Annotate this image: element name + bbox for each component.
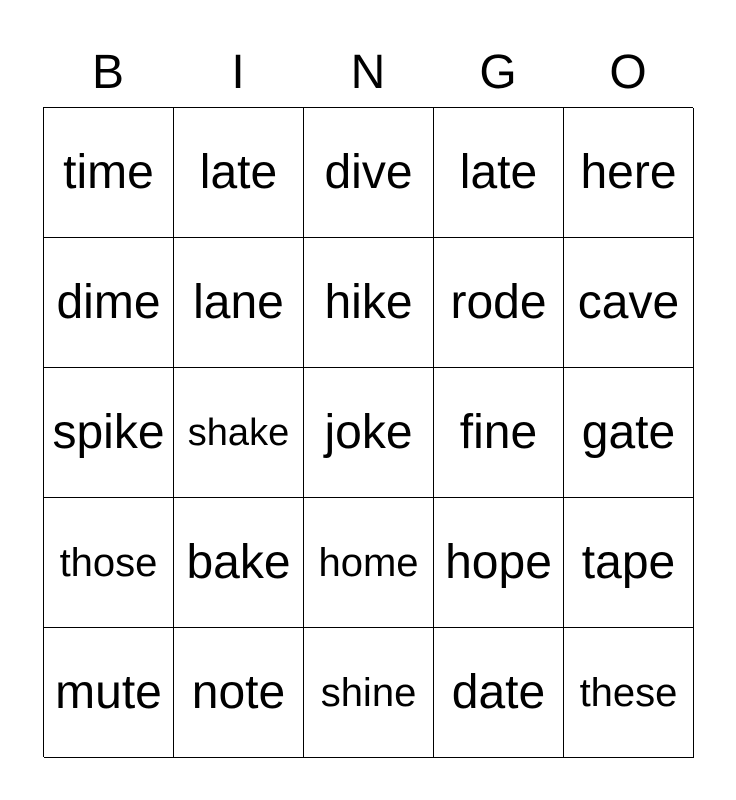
bingo-cell[interactable]: fine (434, 368, 564, 498)
bingo-cell[interactable]: mute (44, 628, 174, 758)
header-letter-i: I (231, 46, 245, 99)
bingo-cell[interactable]: shine (304, 628, 434, 758)
bingo-cell[interactable]: note (174, 628, 304, 758)
header-letter-o: O (609, 46, 647, 99)
bingo-cell[interactable]: shake (174, 368, 304, 498)
header-letter-b: B (91, 46, 124, 99)
bingo-cell[interactable]: dive (304, 108, 434, 238)
bingo-cell[interactable]: spike (44, 368, 174, 498)
bingo-cell[interactable]: here (564, 108, 694, 238)
bingo-cell[interactable]: these (564, 628, 694, 758)
header-letter-g: G (479, 46, 517, 99)
bingo-cell[interactable]: hope (434, 498, 564, 628)
bingo-cell[interactable]: bake (174, 498, 304, 628)
bingo-cell[interactable]: tape (564, 498, 694, 628)
bingo-cell[interactable]: joke (304, 368, 434, 498)
bingo-cell[interactable]: gate (564, 368, 694, 498)
bingo-cell[interactable]: late (434, 108, 564, 238)
bingo-cell[interactable]: lane (174, 238, 304, 368)
header-letter-n: N (350, 46, 386, 99)
bingo-cell[interactable]: date (434, 628, 564, 758)
bingo-cell[interactable]: late (174, 108, 304, 238)
bingo-card-grid (43, 107, 693, 757)
bingo-cell[interactable]: cave (564, 238, 694, 368)
bingo-cell[interactable]: home (304, 498, 434, 628)
bingo-cell[interactable]: those (44, 498, 174, 628)
bingo-cell[interactable]: time (44, 108, 174, 238)
bingo-cell[interactable]: rode (434, 238, 564, 368)
bingo-cell[interactable]: dime (44, 238, 174, 368)
bingo-header (43, 40, 693, 106)
bingo-cell[interactable]: hike (304, 238, 434, 368)
